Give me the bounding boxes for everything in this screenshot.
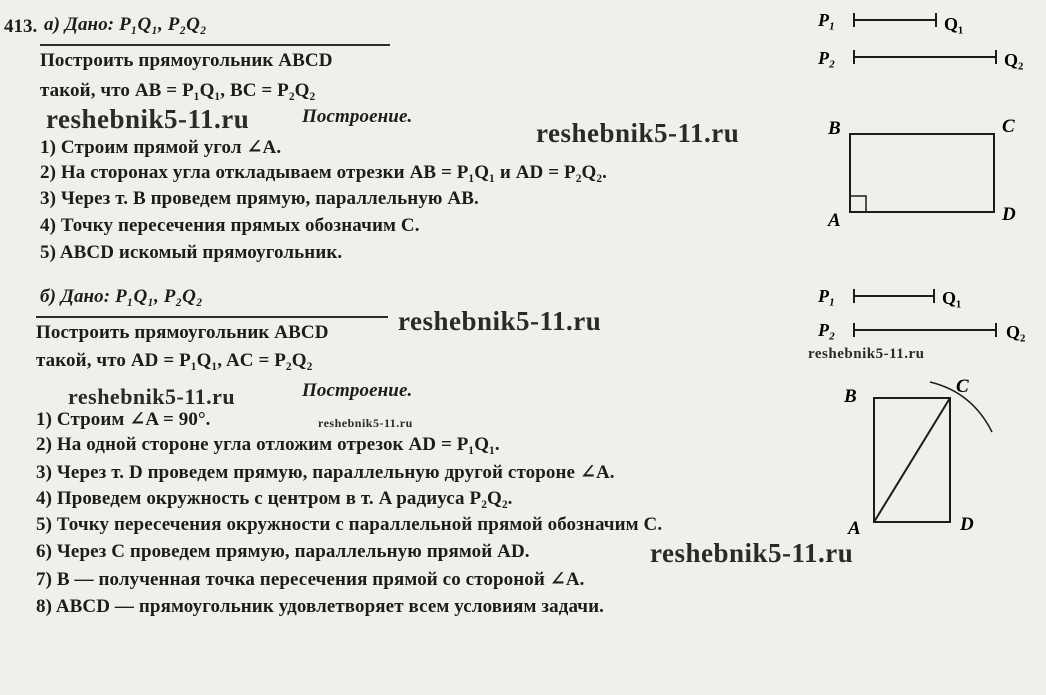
problem-number: 413. [4, 16, 38, 37]
part-a-step-2: 2) На сторонах угла откладываем отрезки AB = P₁Q₁ и AD = P₂Q₂. [40, 162, 608, 183]
part-a-label-q1: Q₁ [944, 14, 964, 34]
part-b-vertex-c: C [956, 376, 969, 397]
part-b-task-line2: такой, что AD = P₁Q₁, AC = P₂Q₂ [36, 350, 313, 371]
part-b-figure [806, 280, 1046, 540]
watermark-6: reshebnik5-11.ru [318, 416, 413, 430]
part-a-construction-title: Построение. [302, 106, 413, 127]
part-b-label-p2: P₂ [818, 320, 836, 340]
part-a-step-5: 5) ABCD искомый прямоугольник. [40, 242, 343, 263]
part-a-vertex-b: B [828, 118, 841, 139]
part-b-step-7: 7) B — полученная точка пересечения прямой со стороной ∠A. [36, 569, 585, 590]
part-b-vertex-b: B [844, 386, 857, 407]
part-b-vertex-a: A [848, 518, 861, 539]
watermark-4: reshebnik5-11.ru [808, 346, 925, 362]
part-b-header: б) Дано: P₁Q₁, P₂Q₂ [40, 286, 203, 307]
part-a-figure [806, 6, 1046, 256]
part-b-label-q1: Q₁ [942, 288, 962, 308]
watermark-7: reshebnik5-11.ru [650, 538, 854, 568]
part-b-construction-title: Построение. [302, 380, 413, 401]
part-b-step-4: 4) Проведем окружность с центром в т. A радиуса P₂Q₂. [36, 488, 513, 509]
part-b-step-2: 2) На одной стороне угла отложим отрезок AD = P₁Q₁. [36, 434, 500, 455]
part-a-label-p1: P₁ [818, 10, 836, 30]
part-a-header: а) Дано: P₁Q₁, P₂Q₂ [44, 14, 207, 35]
part-b-step-8: 8) ABCD — прямоугольник удовлетворяет всем условиям задачи. [36, 596, 604, 617]
part-a-step-3: 3) Через т. B проведем прямую, параллельную AB. [40, 188, 479, 209]
part-b-step-3: 3) Через т. D проведем прямую, параллельную другой стороне ∠A. [36, 462, 615, 483]
part-b-step-6: 6) Через C проведем прямую, параллельную прямой AD. [36, 541, 530, 562]
watermark-2: reshebnik5-11.ru [536, 118, 740, 148]
part-a-vertex-a: A [828, 210, 841, 231]
part-a-header-rule [40, 44, 390, 46]
watermark-1: reshebnik5-11.ru [46, 104, 250, 134]
part-b-header-rule [36, 316, 388, 318]
part-a-step-4: 4) Точку пересечения прямых обозначим C. [40, 215, 420, 236]
watermark-3: reshebnik5-11.ru [398, 306, 602, 336]
part-a-vertex-d: D [1002, 204, 1016, 225]
part-b-task-line1: Построить прямоугольник ABCD [36, 322, 329, 343]
part-b-vertex-d: D [960, 514, 974, 535]
part-b-label-p1: P₁ [818, 286, 836, 306]
part-a-vertex-c: C [1002, 116, 1015, 137]
part-a-task-line2: такой, что AB = P₁Q₁, BC = P₂Q₂ [40, 80, 316, 101]
part-b-label-q2: Q₂ [1006, 322, 1026, 342]
part-a-step-1: 1) Строим прямой угол ∠A. [40, 137, 282, 158]
part-a-label-p2: P₂ [818, 48, 836, 68]
watermark-5: reshebnik5-11.ru [68, 384, 236, 409]
part-a-task-line1: Построить прямоугольник ABCD [40, 50, 333, 71]
part-b-step-5: 5) Точку пересечения окружности с параллельной прямой обозначим C. [36, 514, 663, 535]
part-a-label-q2: Q₂ [1004, 50, 1024, 70]
part-b-step-1: 1) Строим ∠A = 90°. [36, 409, 211, 430]
